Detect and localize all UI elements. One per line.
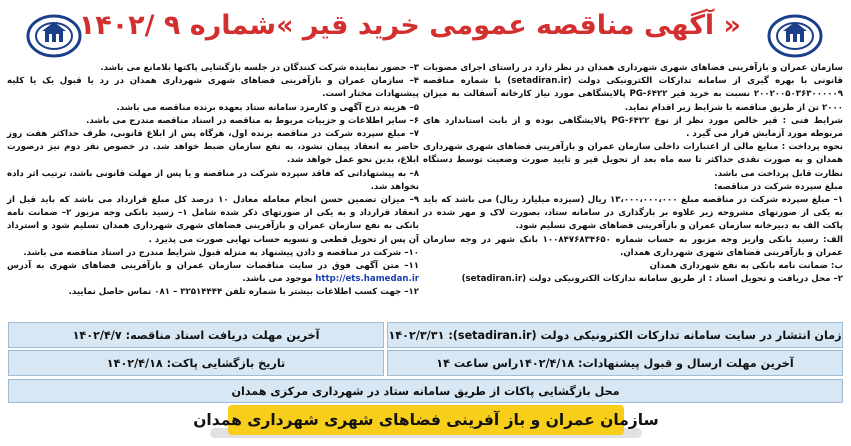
deposit-option-a: الف: رسید بانکی واریز وجه مزبور به حساب شماره ۱۰۰۸۴۷۶۸۳۴۶۵۰ بانک شهر در وجه سازمان عمران و بازآفرینی فضاهای شهری شهرداری همدان. [423, 234, 843, 258]
technical-conditions: شرایط فنی : قیر خالص مورد نظر از نوع PG-۶۴۲۲ پالایشگاهی بوده و از بابت استاندارد های مربوطه مورد آزمایش قرار می گیرد . [423, 115, 843, 140]
logo-emblem-icon [767, 14, 823, 58]
opening-place: محل بازگشایی پاکات از طریق سامانه ستاد در شهرداری مرکزی همدان [231, 384, 620, 398]
list-item: ۷– مبلغ سپرده شرکت در مناقصه برنده اول، هرگاه پس از ابلاغ قانونی، ظرف حداکثر هفت روز حاضر به انعقاد پیمان نشود، به نفع سازمان ضبط خواهد شد. در خصوص نفر دوم نیز درصورت ابلاغ، بدین نحو عمل خواهد شد. [7, 129, 419, 166]
hamedan-municipality-logo-icon [755, 12, 835, 60]
intro-paragraph: سازمان عمران و بازآفرینی فضاهای شهری شهرداری همدان در نظر دارد در راستای اجرای مصوبات قانونی با بهره گیری از سامانه تدارکات الکترونیکی دولت (setadiran.ir) با شماره مناقصه ۲۰۰۲۰۰۵۰۳۶۳۰۰۰۰۰۹ نسبت به خرید قیر PG-۶۴۲۲ پالایشگاهی مورد نیاز کارخانه آسفالت به میزان ۲۰۰۰ تن از طریق مناقصه با شرایط زیر اقدام نماید. [423, 63, 843, 113]
deposit-heading: مبلغ سپرده شرکت در مناقصه: [713, 181, 843, 192]
list-item-website [7, 260, 419, 286]
list-item: ۶– سایر اطلاعات و جزییات مربوط به مناقصه در اسناد مناقصه مندرج می باشد. [86, 115, 419, 126]
website-text: ۱۱– متن آگهی فوق در سایت مناقصات سازمان عمران و بازآفرینی فضاهای شهری به آدرس [7, 261, 419, 272]
page-title: « آگهی مناقصه عمومی خرید قیر »شماره ۹ /۱۴۰۲ [78, 10, 741, 41]
list-item: ۴– سازمان عمران و بازآفرینی فضاهای شهری شهرداری همدان در رد یا قبول یک یا کلیه پیشنهادات مختار است. [7, 76, 419, 100]
list-item: ۱۰– شرکت در مناقصه و دادن پیشنهاد به منزله قبول شرایط مندرج در اسناد مناقصه می باشد. [23, 247, 419, 258]
deposit-amount: ۱– مبلغ سپرده شرکت در مناقصه مبلغ ۱۳،۰۰۰،۰۰۰،۰۰۰ ریال (سیزده میلیارد ریال) می باشد که باید به یکی از صورتهای مشروحه زیر علاوه بر بارگذاری در سامانه ستاد، بصورت لاک و مهر شده در پاکت الف به دبیرخانه سازمان عمران و بازآفرینی فضاهای شهری تسلیم شود. [423, 195, 843, 232]
list-item: ۹– میزان تضمین حسن انجام معامله معادل ۱۰ درصد کل مبلغ قرارداد می باشد که باید قبل از انعقاد قرارداد و به یکی از صورتهای ذکر شده شامل ۱– رسید بانکی وجه مزبور ۲– ضمانت نامه بانکی به نفع سازمان عمران و بازآفرینی فضاهای شهری شهرداری همدان تسلیم شود و استرداد آن پس از تحویل قطعی و تسویه حساب نهایی صورت می پذیرد . [7, 195, 420, 245]
header [0, 4, 851, 64]
submit-deadline-box [387, 350, 843, 376]
receive-deadline: آخرین مهلت دریافت اسناد مناقصه: ۱۴۰۲/۴/۷ [72, 328, 320, 342]
opening-date: تاریخ بازگشایی پاکت: ۱۴۰۲/۴/۱۸ [106, 356, 286, 370]
documents-location: ۲– محل دریافت و تحویل اسناد : از طریق سامانه تدارکات الکترونیکی دولت (setadiran.ir) [461, 274, 843, 285]
payment-method: نحوه پرداخت : منابع مالی از اعتبارات داخلی سازمان عمران و بازآفرینی فضاهای شهری شهرداری همدان و به صورت نقدی حداکثر تا سه ماه بعد از تحویل قیر و تایید صورت وضعیت توسط دستگاه نظارت قابل پرداخت می باشد. [423, 142, 843, 179]
hamedan-municipality-logo-icon [14, 12, 94, 60]
publish-date: زمان انتشار در سایت سامانه تدارکات الکترونیکی دولت (setadiran.ir): ۱۴۰۲/۳/۳۱ [388, 328, 842, 342]
list-item: ۸– به پیشنهاداتی که فاقد سپرده شرکت در مناقصه و یا پس از مهلت قانونی باشد، ترتیب اثر داده نخواهد شد. [7, 168, 419, 192]
footer-band [193, 405, 659, 435]
contact-phone: ۱۲– جهت کسب اطلاعات بیشتر با شماره تلفن ۳۲۵۱۴۴۴۴ – ۰۸۱ تماس حاصل نمایید. [68, 287, 419, 298]
deposit-option-b: ب: ضمانت نامه بانکی به نفع شهرداری همدان [649, 261, 843, 272]
opening-place-box [8, 379, 843, 403]
website-link[interactable]: http://ets.hamedan.ir [315, 274, 419, 285]
right-column [423, 62, 843, 286]
logo-emblem-icon [26, 14, 82, 58]
submit-deadline: آخرین مهلت ارسال و قبول پیشنهادات: ۱۴۰۲/۴/۱۸راس ساعت ۱۴ [436, 356, 794, 370]
receive-deadline-box [8, 322, 384, 348]
list-item: ۳– حضور نماینده شرکت کنندگان در جلسه بازگشایی پاکتها بلامانع می باشد. [100, 63, 419, 73]
website-suffix: موجود می باشد. [242, 274, 313, 285]
opening-date-box [8, 350, 384, 376]
organization-name: سازمان عمران و باز آفرینی فضاهای شهری شهرداری همدان [193, 411, 659, 429]
publish-date-box [387, 322, 843, 348]
list-item: ۵– هزینه درج آگهی و کارمزد سامانه ستاد بعهده برنده مناقصه می باشد. [116, 102, 419, 113]
left-column [7, 62, 419, 300]
